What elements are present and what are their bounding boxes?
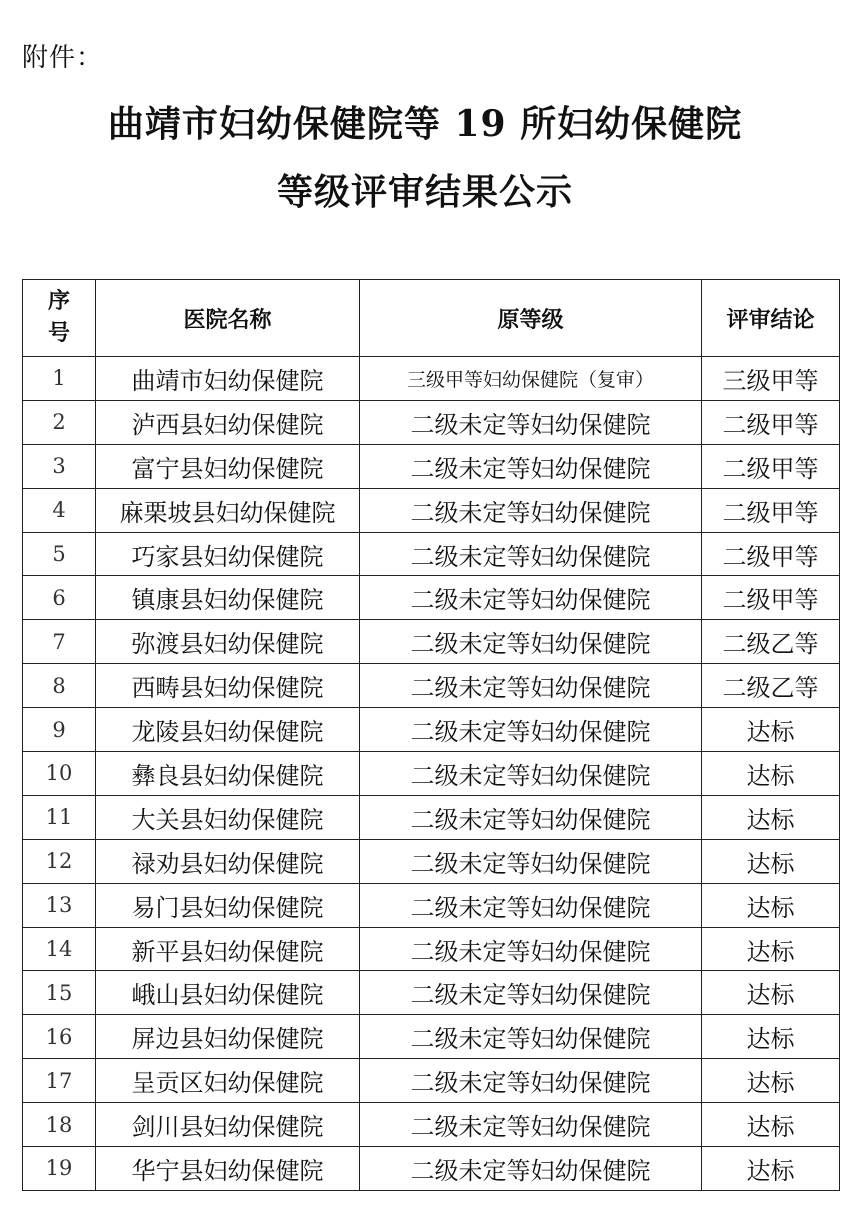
cell-original-grade: 二级未定等妇幼保健院	[360, 883, 702, 927]
header-hospital-name: 医院名称	[96, 280, 360, 357]
cell-evaluation-result: 达标	[702, 795, 840, 839]
cell-original-grade: 二级未定等妇幼保健院	[360, 795, 702, 839]
cell-seq: 5	[23, 532, 96, 576]
cell-original-grade: 二级未定等妇幼保健院	[360, 488, 702, 532]
cell-hospital-name: 弥渡县妇幼保健院	[96, 620, 360, 664]
cell-evaluation-result: 达标	[702, 971, 840, 1015]
cell-seq: 19	[23, 1147, 96, 1191]
cell-seq: 8	[23, 664, 96, 708]
cell-evaluation-result: 达标	[702, 927, 840, 971]
cell-seq: 11	[23, 795, 96, 839]
cell-hospital-name: 西畴县妇幼保健院	[96, 664, 360, 708]
cell-evaluation-result: 达标	[702, 839, 840, 883]
cell-evaluation-result: 达标	[702, 1103, 840, 1147]
cell-original-grade: 二级未定等妇幼保健院	[360, 927, 702, 971]
cell-hospital-name: 易门县妇幼保健院	[96, 883, 360, 927]
table-row	[23, 927, 840, 971]
cell-evaluation-result: 二级乙等	[702, 620, 840, 664]
cell-hospital-name: 剑川县妇幼保健院	[96, 1103, 360, 1147]
cell-original-grade: 三级甲等妇幼保健院（复审）	[360, 357, 702, 401]
cell-evaluation-result: 三级甲等	[702, 357, 840, 401]
cell-hospital-name: 镇康县妇幼保健院	[96, 576, 360, 620]
cell-evaluation-result: 二级甲等	[702, 488, 840, 532]
table-body	[23, 357, 840, 1191]
cell-seq: 13	[23, 883, 96, 927]
cell-hospital-name: 富宁县妇幼保健院	[96, 444, 360, 488]
cell-original-grade: 二级未定等妇幼保健院	[360, 576, 702, 620]
cell-seq: 3	[23, 444, 96, 488]
table-row	[23, 532, 840, 576]
cell-original-grade: 二级未定等妇幼保健院	[360, 839, 702, 883]
cell-evaluation-result: 达标	[702, 1059, 840, 1103]
cell-evaluation-result: 二级甲等	[702, 576, 840, 620]
cell-hospital-name: 新平县妇幼保健院	[96, 927, 360, 971]
cell-hospital-name: 峨山县妇幼保健院	[96, 971, 360, 1015]
table-row	[23, 1015, 840, 1059]
table-row	[23, 620, 840, 664]
cell-original-grade: 二级未定等妇幼保健院	[360, 752, 702, 796]
cell-evaluation-result: 二级乙等	[702, 664, 840, 708]
cell-seq: 18	[23, 1103, 96, 1147]
header-seq	[23, 280, 96, 357]
cell-original-grade: 二级未定等妇幼保健院	[360, 971, 702, 1015]
document-title-line-1: 曲靖市妇幼保健院等 19 所妇幼保健院	[107, 103, 743, 145]
cell-evaluation-result: 二级甲等	[702, 400, 840, 444]
cell-original-grade: 二级未定等妇幼保健院	[360, 532, 702, 576]
table-row	[23, 839, 840, 883]
cell-evaluation-result: 达标	[702, 1147, 840, 1191]
cell-seq: 15	[23, 971, 96, 1015]
cell-hospital-name: 华宁县妇幼保健院	[96, 1147, 360, 1191]
cell-evaluation-result: 达标	[702, 1015, 840, 1059]
cell-hospital-name: 巧家县妇幼保健院	[96, 532, 360, 576]
cell-hospital-name: 彝良县妇幼保健院	[96, 752, 360, 796]
cell-hospital-name: 禄劝县妇幼保健院	[96, 839, 360, 883]
header-original-grade: 原等级	[360, 280, 702, 357]
table-row	[23, 752, 840, 796]
cell-original-grade: 二级未定等妇幼保健院	[360, 1059, 702, 1103]
table-row	[23, 708, 840, 752]
cell-original-grade: 二级未定等妇幼保健院	[360, 400, 702, 444]
header-seq-top: 序	[47, 289, 70, 314]
cell-hospital-name: 曲靖市妇幼保健院	[96, 357, 360, 401]
table-row	[23, 1059, 840, 1103]
cell-seq: 2	[23, 400, 96, 444]
cell-seq: 1	[23, 357, 96, 401]
cell-evaluation-result: 二级甲等	[702, 532, 840, 576]
cell-hospital-name: 呈贡区妇幼保健院	[96, 1059, 360, 1103]
table-row	[23, 400, 840, 444]
cell-original-grade: 二级未定等妇幼保健院	[360, 620, 702, 664]
table-row	[23, 444, 840, 488]
header-seq-bottom: 号	[47, 321, 70, 346]
cell-hospital-name: 龙陵县妇幼保健院	[96, 708, 360, 752]
table-header-row	[23, 280, 840, 357]
cell-original-grade: 二级未定等妇幼保健院	[360, 1147, 702, 1191]
table-row	[23, 1103, 840, 1147]
header-evaluation-result: 评审结论	[702, 280, 840, 357]
cell-original-grade: 二级未定等妇幼保健院	[360, 1103, 702, 1147]
cell-seq: 6	[23, 576, 96, 620]
cell-evaluation-result: 达标	[702, 883, 840, 927]
table-row	[23, 1147, 840, 1191]
cell-seq: 17	[23, 1059, 96, 1103]
table-row	[23, 795, 840, 839]
cell-seq: 12	[23, 839, 96, 883]
table-row	[23, 883, 840, 927]
cell-evaluation-result: 二级甲等	[702, 444, 840, 488]
cell-hospital-name: 大关县妇幼保健院	[96, 795, 360, 839]
cell-hospital-name: 泸西县妇幼保健院	[96, 400, 360, 444]
table-row	[23, 576, 840, 620]
cell-hospital-name: 屏边县妇幼保健院	[96, 1015, 360, 1059]
table-row	[23, 971, 840, 1015]
cell-seq: 16	[23, 1015, 96, 1059]
cell-seq: 4	[23, 488, 96, 532]
cell-evaluation-result: 达标	[702, 752, 840, 796]
cell-evaluation-result: 达标	[702, 708, 840, 752]
table-row	[23, 664, 840, 708]
document-title-line-2: 等级评审结果公示	[276, 171, 573, 213]
evaluation-results-table	[22, 279, 840, 1191]
cell-seq: 9	[23, 708, 96, 752]
table-row	[23, 488, 840, 532]
cell-hospital-name: 麻栗坡县妇幼保健院	[96, 488, 360, 532]
cell-seq: 7	[23, 620, 96, 664]
cell-seq: 14	[23, 927, 96, 971]
attachment-label: 附件：	[22, 43, 104, 73]
cell-original-grade: 二级未定等妇幼保健院	[360, 664, 702, 708]
cell-seq: 10	[23, 752, 96, 796]
cell-original-grade: 二级未定等妇幼保健院	[360, 1015, 702, 1059]
cell-original-grade: 二级未定等妇幼保健院	[360, 444, 702, 488]
cell-original-grade: 二级未定等妇幼保健院	[360, 708, 702, 752]
table-row	[23, 357, 840, 401]
